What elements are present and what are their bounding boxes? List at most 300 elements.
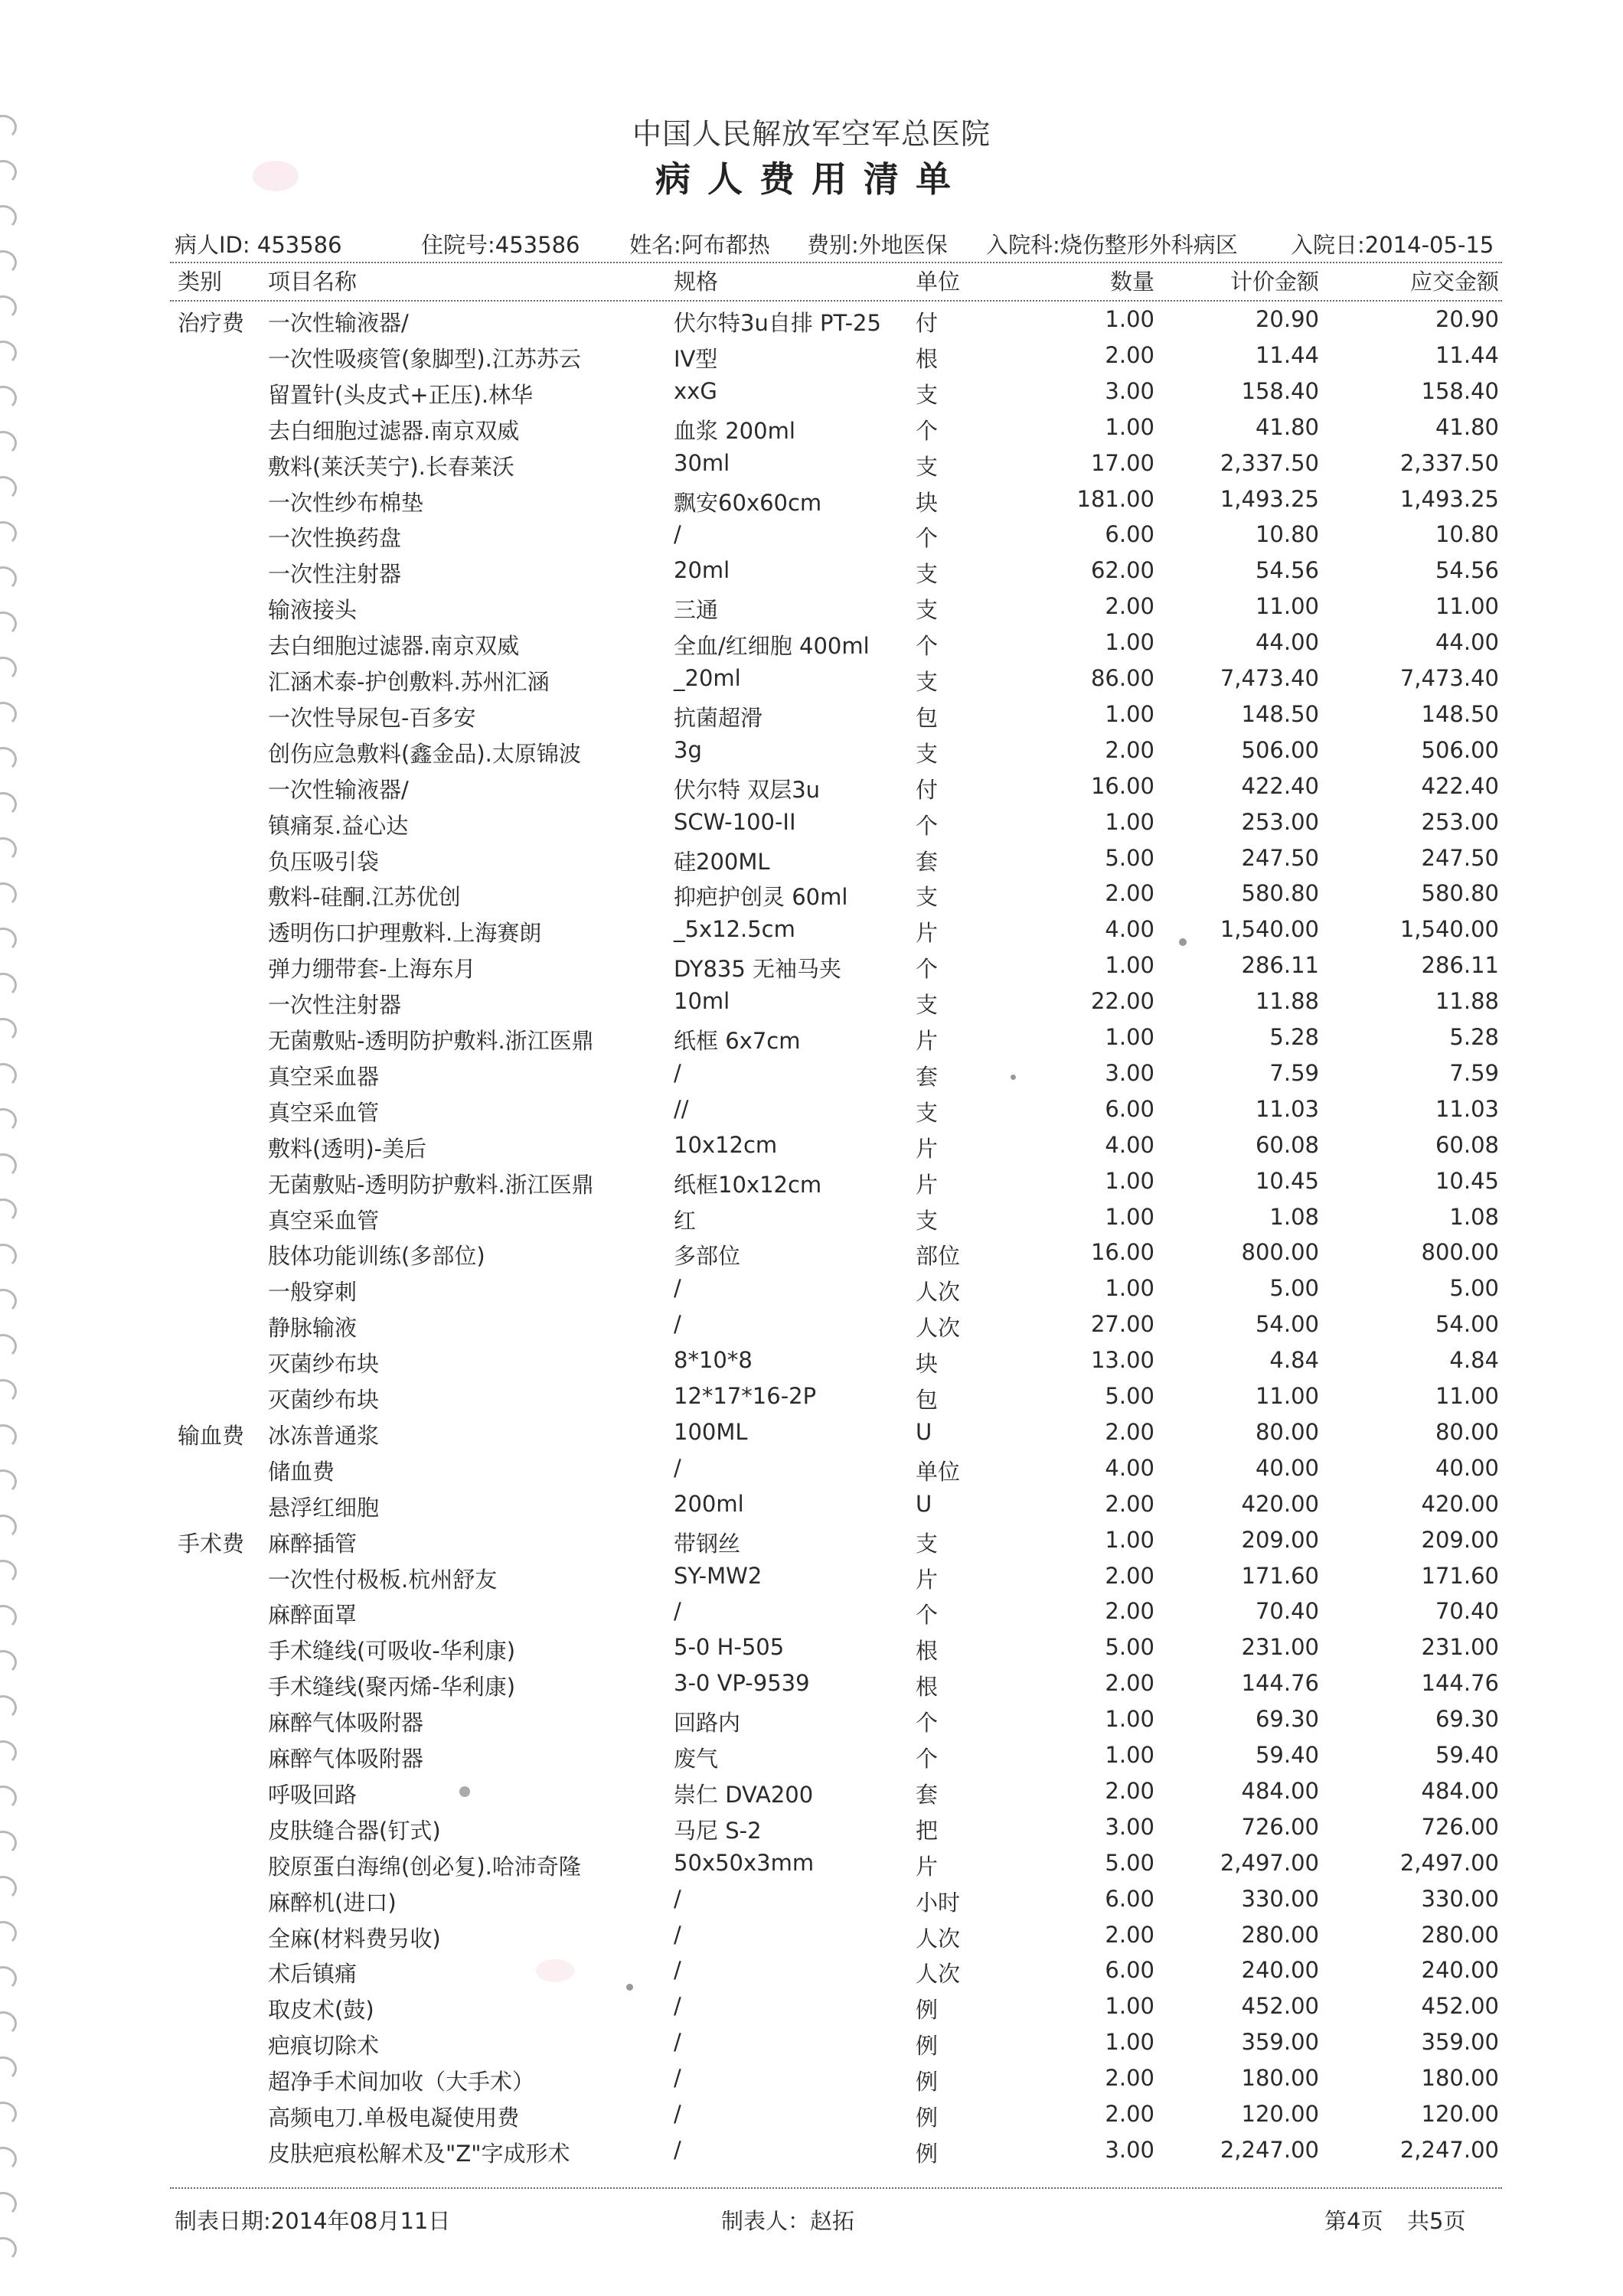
row-spec: 20ml	[674, 557, 730, 583]
row-unit: 片	[916, 1854, 939, 1880]
row-item-name: 取皮术(鼓)	[268, 1997, 374, 2023]
patient-name: 姓名:阿布都热	[629, 232, 770, 258]
row-spec: 硅200ML	[674, 849, 770, 875]
row-price: 5.00	[1269, 1275, 1319, 1301]
row-price: 20.90	[1255, 306, 1319, 332]
row-price: 54.00	[1255, 1311, 1319, 1337]
row-item-name: 麻醉气体吸附器	[268, 1746, 424, 1772]
row-unit: 个	[916, 1710, 939, 1736]
row-price: 11.03	[1255, 1096, 1319, 1122]
row-item-name: 一次性注射器	[268, 992, 402, 1018]
row-price: 253.00	[1241, 809, 1319, 835]
header-bottom-rule	[170, 300, 1502, 302]
row-unit: 块	[916, 490, 939, 516]
table-row	[0, 1419, 1623, 1454]
row-item-name: 真空采血管	[268, 1100, 380, 1126]
row-unit: 例	[916, 1997, 939, 2023]
row-amount: 452.00	[1421, 1993, 1499, 2019]
header-top-rule	[170, 262, 1502, 263]
row-item-name: 敷料(透明)-美后	[268, 1136, 427, 1162]
row-amount: 1,493.25	[1399, 486, 1499, 512]
row-price: 4.84	[1269, 1347, 1319, 1373]
table-row	[0, 378, 1623, 413]
row-unit: 小时	[916, 1890, 961, 1916]
row-amount: 2,337.50	[1399, 450, 1499, 476]
row-unit: 人次	[916, 1961, 961, 1987]
row-amount: 7,473.40	[1399, 665, 1499, 691]
row-spec: 伏尔特3u自排 PT-25	[674, 310, 881, 336]
total-pages: 共5页	[1407, 2208, 1466, 2234]
row-spec: 抑疤护创灵 60ml	[674, 884, 848, 910]
row-quantity: 2.00	[1105, 342, 1154, 368]
row-price: 422.40	[1241, 773, 1319, 799]
table-row	[0, 1168, 1623, 1203]
table-row	[0, 1670, 1623, 1705]
table-row	[0, 701, 1623, 736]
row-unit: 片	[916, 1567, 939, 1593]
row-item-name: 输液接头	[268, 597, 358, 623]
row-item-name: 留置针(头皮式+正压).林华	[268, 382, 534, 408]
row-amount: 247.50	[1421, 845, 1499, 871]
footer	[0, 2204, 1623, 2235]
table-row	[0, 342, 1623, 377]
row-unit: 个	[916, 813, 939, 839]
row-quantity: 62.00	[1090, 557, 1154, 583]
row-item-name: 麻醉机(进口)	[268, 1890, 397, 1916]
row-amount: 580.80	[1421, 880, 1499, 906]
row-spec: /	[674, 521, 681, 547]
row-quantity: 2.00	[1105, 1922, 1154, 1948]
row-spec: 10ml	[674, 988, 730, 1014]
row-item-name: 储血费	[268, 1459, 335, 1485]
row-item-name: 一次性导尿包-百多安	[268, 705, 476, 731]
row-unit: 人次	[916, 1279, 961, 1305]
row-unit: 支	[916, 741, 939, 767]
row-spec: 马尼 S-2	[674, 1818, 762, 1844]
table-row	[0, 486, 1623, 521]
row-quantity: 6.00	[1105, 1886, 1154, 1912]
table-row	[0, 773, 1623, 808]
column-header-item: 项目名称	[268, 269, 358, 295]
table-row	[0, 629, 1623, 664]
row-amount: 4.84	[1449, 1347, 1499, 1373]
table-row	[0, 1204, 1623, 1239]
row-quantity: 2.00	[1105, 737, 1154, 763]
row-spec: IV型	[674, 346, 718, 372]
row-quantity: 1.00	[1105, 414, 1154, 440]
row-spec: SCW-100-II	[674, 809, 796, 835]
row-unit: U	[916, 1419, 932, 1445]
row-unit: 支	[916, 382, 939, 408]
row-spec: 30ml	[674, 450, 730, 476]
row-spec: 红	[674, 1208, 697, 1234]
column-header-spec: 规格	[674, 269, 719, 295]
row-spec: 废气	[674, 1746, 719, 1772]
row-item-name: 灭菌纱布块	[268, 1351, 380, 1377]
table-row	[0, 306, 1623, 341]
table-row	[0, 1383, 1623, 1418]
table-row	[0, 1922, 1623, 1957]
row-price: 120.00	[1241, 2101, 1319, 2127]
row-amount: 726.00	[1421, 1814, 1499, 1840]
row-item-name: 一般穿刺	[268, 1279, 358, 1305]
row-quantity: 1.00	[1105, 629, 1154, 655]
row-spec: /	[674, 1311, 681, 1337]
row-item-name: 真空采血器	[268, 1064, 380, 1090]
row-unit: 根	[916, 1638, 939, 1664]
table-row	[0, 414, 1623, 449]
row-spec: 3-0 VP-9539	[674, 1670, 810, 1696]
row-spec: 全血/红细胞 400ml	[674, 633, 870, 659]
row-quantity: 17.00	[1090, 450, 1154, 476]
row-amount: 1.08	[1449, 1204, 1499, 1230]
row-amount: 7.59	[1449, 1060, 1499, 1086]
row-unit: 支	[916, 454, 939, 480]
row-category: 输血费	[178, 1423, 245, 1449]
table-row	[0, 988, 1623, 1023]
row-amount: 11.00	[1435, 1383, 1499, 1409]
row-item-name: 敷料(莱沃芙宁).长春莱沃	[268, 454, 514, 480]
row-quantity: 1.00	[1105, 306, 1154, 332]
row-amount: 11.88	[1435, 988, 1499, 1014]
row-item-name: 透明伤口护理敷料.上海赛朗	[268, 920, 542, 946]
row-price: 69.30	[1255, 1706, 1319, 1732]
row-price: 44.00	[1255, 629, 1319, 655]
row-price: 420.00	[1241, 1491, 1319, 1517]
binder-hole	[0, 2237, 17, 2262]
row-spec: /	[674, 2065, 681, 2091]
row-price: 1.08	[1269, 1204, 1319, 1230]
row-quantity: 1.00	[1105, 1993, 1154, 2019]
row-quantity: 27.00	[1090, 1311, 1154, 1337]
row-unit: 支	[916, 669, 939, 695]
row-quantity: 1.00	[1105, 1024, 1154, 1050]
row-spec: _20ml	[674, 665, 741, 691]
table-row	[0, 1096, 1623, 1131]
row-spec: //	[674, 1096, 689, 1122]
row-unit: 根	[916, 1674, 939, 1700]
row-unit: 个	[916, 1746, 939, 1772]
row-item-name: 敷料-硅酮.江苏优创	[268, 884, 461, 910]
table-row	[0, 557, 1623, 592]
row-unit: 支	[916, 884, 939, 910]
row-item-name: 全麻(材料费另收)	[268, 1926, 441, 1952]
table-row	[0, 450, 1623, 485]
row-price: 54.56	[1255, 557, 1319, 583]
prepared-date: 制表日期:2014年08月11日	[175, 2208, 451, 2234]
row-quantity: 1.00	[1105, 2029, 1154, 2055]
row-spec: /	[674, 1993, 681, 2019]
row-quantity: 2.00	[1105, 1778, 1154, 1804]
row-quantity: 3.00	[1105, 1814, 1154, 1840]
row-item-name: 弹力绷带套-上海东月	[268, 956, 476, 982]
row-item-name: 灭菌纱布块	[268, 1387, 380, 1413]
row-unit: 支	[916, 992, 939, 1018]
row-unit: 根	[916, 346, 939, 372]
table-row	[0, 737, 1623, 772]
row-unit: 片	[916, 920, 939, 946]
row-spec: 100ML	[674, 1419, 748, 1445]
row-spec: /	[674, 2029, 681, 2055]
row-spec: 回路内	[674, 1710, 741, 1736]
row-amount: 209.00	[1421, 1527, 1499, 1553]
row-amount: 59.40	[1435, 1742, 1499, 1768]
row-price: 41.80	[1255, 414, 1319, 440]
row-unit: 部位	[916, 1243, 961, 1269]
row-amount: 171.60	[1421, 1563, 1499, 1589]
row-price: 11.00	[1255, 593, 1319, 619]
row-unit: 付	[916, 777, 939, 803]
row-unit: 片	[916, 1028, 939, 1054]
row-price: 80.00	[1255, 1419, 1319, 1445]
row-amount: 2,247.00	[1399, 2137, 1499, 2163]
table-row	[0, 1347, 1623, 1382]
row-amount: 280.00	[1421, 1922, 1499, 1948]
row-unit: 例	[916, 2069, 939, 2095]
row-amount: 41.80	[1435, 414, 1499, 440]
row-unit: 例	[916, 2105, 939, 2131]
row-price: 359.00	[1241, 2029, 1319, 2055]
row-item-name: 一次性注射器	[268, 561, 402, 587]
row-item-name: 创伤应急敷料(鑫金品).太原锦波	[268, 741, 581, 767]
row-spec: 飘安60x60cm	[674, 490, 822, 516]
table-row	[0, 1634, 1623, 1669]
row-price: 247.50	[1241, 845, 1319, 871]
row-quantity: 2.00	[1105, 2101, 1154, 2127]
row-price: 580.80	[1241, 880, 1319, 906]
row-quantity: 1.00	[1105, 1527, 1154, 1553]
row-price: 231.00	[1241, 1634, 1319, 1660]
row-price: 2,497.00	[1220, 1850, 1319, 1876]
row-unit: 人次	[916, 1926, 961, 1952]
row-spec: _5x12.5cm	[674, 916, 795, 942]
preparer: 制表人：赵拓	[721, 2208, 855, 2234]
row-amount: 44.00	[1435, 629, 1499, 655]
row-quantity: 22.00	[1090, 988, 1154, 1014]
table-row	[0, 1850, 1623, 1885]
row-amount: 120.00	[1421, 2101, 1499, 2127]
row-item-name: 去白细胞过滤器.南京双威	[268, 418, 520, 444]
row-item-name: 一次性付极板.杭州舒友	[268, 1567, 498, 1593]
row-quantity: 4.00	[1105, 1132, 1154, 1158]
column-header-category: 类别	[178, 269, 223, 295]
binder-hole	[0, 205, 17, 230]
row-spec: 带钢丝	[674, 1531, 741, 1557]
row-amount: 54.00	[1435, 1311, 1499, 1337]
fee-type: 费别:外地医保	[807, 232, 948, 258]
row-quantity: 4.00	[1105, 1455, 1154, 1481]
row-price: 171.60	[1241, 1563, 1319, 1589]
row-quantity: 1.00	[1105, 1275, 1154, 1301]
row-amount: 180.00	[1421, 2065, 1499, 2091]
row-amount: 231.00	[1421, 1634, 1499, 1660]
hospital-name: 中国人民解放军空军总医院	[632, 117, 991, 151]
column-header-amount: 应交金额	[1409, 269, 1499, 295]
row-price: 11.88	[1255, 988, 1319, 1014]
row-amount: 11.44	[1435, 342, 1499, 368]
footer-rule	[170, 2187, 1502, 2189]
table-row	[0, 952, 1623, 987]
table-row	[0, 1598, 1623, 1633]
row-amount: 2,497.00	[1399, 1850, 1499, 1876]
row-amount: 240.00	[1421, 1957, 1499, 1983]
row-quantity: 16.00	[1090, 1239, 1154, 1265]
row-unit: 套	[916, 1064, 939, 1090]
row-price: 7,473.40	[1220, 665, 1319, 691]
row-amount: 420.00	[1421, 1491, 1499, 1517]
row-quantity: 1.00	[1105, 1168, 1154, 1194]
row-amount: 69.30	[1435, 1706, 1499, 1732]
table-row	[0, 1311, 1623, 1346]
row-price: 40.00	[1255, 1455, 1319, 1481]
row-amount: 253.00	[1421, 809, 1499, 835]
row-amount: 11.03	[1435, 1096, 1499, 1122]
table-row	[0, 1778, 1623, 1813]
row-quantity: 2.00	[1105, 593, 1154, 619]
row-spec: 10x12cm	[674, 1132, 778, 1158]
row-unit: 人次	[916, 1315, 961, 1341]
row-amount: 286.11	[1421, 952, 1499, 978]
row-amount: 359.00	[1421, 2029, 1499, 2055]
row-amount: 60.08	[1435, 1132, 1499, 1158]
row-item-name: 一次性输液器/	[268, 777, 409, 803]
row-price: 59.40	[1255, 1742, 1319, 1768]
row-item-name: 肢体功能训练(多部位)	[268, 1243, 485, 1269]
table-row	[0, 1239, 1623, 1274]
row-item-name: 麻醉面罩	[268, 1602, 358, 1628]
column-header-quantity: 数量	[1109, 269, 1154, 295]
document-title: 病人费用清单	[655, 158, 968, 200]
row-amount: 5.00	[1449, 1275, 1499, 1301]
row-quantity: 2.00	[1105, 1419, 1154, 1445]
row-item-name: 皮肤缝合器(钉式)	[268, 1818, 441, 1844]
row-unit: 个	[916, 633, 939, 659]
row-item-name: 麻醉气体吸附器	[268, 1710, 424, 1736]
table-row	[0, 1706, 1623, 1741]
row-quantity: 1.00	[1105, 1204, 1154, 1230]
row-spec: /	[674, 1060, 681, 1086]
row-spec: 纸框10x12cm	[674, 1172, 822, 1198]
row-unit: 片	[916, 1136, 939, 1162]
row-amount: 144.76	[1421, 1670, 1499, 1696]
column-header-price: 计价金额	[1229, 269, 1319, 295]
row-item-name: 汇涵术泰-护创敷料.苏州汇涵	[268, 669, 550, 695]
row-unit: 支	[916, 1208, 939, 1234]
table-row	[0, 2137, 1623, 2172]
row-quantity: 2.00	[1105, 880, 1154, 906]
row-spec: SY-MW2	[674, 1563, 763, 1589]
row-spec: /	[674, 2137, 681, 2163]
row-quantity: 16.00	[1090, 773, 1154, 799]
row-quantity: 13.00	[1090, 1347, 1154, 1373]
row-quantity: 1.00	[1105, 1706, 1154, 1732]
row-spec: 12*17*16-2P	[674, 1383, 817, 1409]
row-quantity: 1.00	[1105, 701, 1154, 727]
row-price: 10.45	[1255, 1168, 1319, 1194]
table-row	[0, 1024, 1623, 1059]
row-unit: 块	[916, 1351, 939, 1377]
row-price: 7.59	[1269, 1060, 1319, 1086]
row-amount: 422.40	[1421, 773, 1499, 799]
row-spec: 5-0 H-505	[674, 1634, 785, 1660]
row-spec: /	[674, 1455, 681, 1481]
row-price: 452.00	[1241, 1993, 1319, 2019]
table-row	[0, 1491, 1623, 1526]
row-quantity: 5.00	[1105, 1634, 1154, 1660]
row-price: 180.00	[1241, 2065, 1319, 2091]
row-price: 11.44	[1255, 342, 1319, 368]
table-row	[0, 1132, 1623, 1167]
row-amount: 330.00	[1421, 1886, 1499, 1912]
row-item-name: 一次性输液器/	[268, 310, 409, 336]
row-amount: 484.00	[1421, 1778, 1499, 1804]
table-row	[0, 1563, 1623, 1598]
row-quantity: 2.00	[1105, 2065, 1154, 2091]
row-amount: 506.00	[1421, 737, 1499, 763]
row-spec: 多部位	[674, 1243, 741, 1269]
row-unit: 个	[916, 418, 939, 444]
row-spec: /	[674, 2101, 681, 2127]
row-unit: 付	[916, 310, 939, 336]
table-header	[0, 265, 1623, 300]
row-unit: 支	[916, 561, 939, 587]
table-row	[0, 880, 1623, 915]
row-item-name: 悬浮红细胞	[268, 1495, 380, 1521]
row-price: 506.00	[1241, 737, 1319, 763]
table-row	[0, 1814, 1623, 1849]
row-item-name: 手术缝线(可吸收-华利康)	[268, 1638, 516, 1664]
row-spec: /	[674, 1922, 681, 1948]
row-item-name: 呼吸回路	[268, 1782, 358, 1808]
row-spec: 崇仁 DVA200	[674, 1782, 814, 1808]
row-spec: 伏尔特 双层3u	[674, 777, 821, 803]
table-row	[0, 2101, 1623, 2136]
row-price: 286.11	[1241, 952, 1319, 978]
row-quantity: 181.00	[1076, 486, 1154, 512]
row-quantity: 2.00	[1105, 1563, 1154, 1589]
table-row	[0, 916, 1623, 951]
row-amount: 10.45	[1435, 1168, 1499, 1194]
row-amount: 70.40	[1435, 1598, 1499, 1624]
row-price: 158.40	[1241, 378, 1319, 404]
row-quantity: 3.00	[1105, 1060, 1154, 1086]
table-row	[0, 1742, 1623, 1777]
row-unit: 支	[916, 597, 939, 623]
table-row	[0, 665, 1623, 700]
row-item-name: 无菌敷贴-透明防护敷料.浙江医鼎	[268, 1172, 594, 1198]
row-item-name: 负压吸引袋	[268, 849, 380, 875]
admission-number: 住院号:453586	[421, 232, 580, 258]
row-quantity: 3.00	[1105, 2137, 1154, 2163]
row-unit: U	[916, 1491, 932, 1517]
row-amount: 5.28	[1449, 1024, 1499, 1050]
row-unit: 片	[916, 1172, 939, 1198]
row-quantity: 4.00	[1105, 916, 1154, 942]
row-item-name: 一次性纱布棉垫	[268, 490, 424, 516]
patient-id: 病人ID: 453586	[175, 232, 342, 258]
row-spec: /	[674, 1886, 681, 1912]
row-unit: 个	[916, 525, 939, 551]
row-item-name: 皮肤疤痕松解术及"Z"字成形术	[268, 2141, 570, 2167]
row-price: 484.00	[1241, 1778, 1319, 1804]
row-amount: 20.90	[1435, 306, 1499, 332]
row-unit: 个	[916, 1602, 939, 1628]
row-amount: 158.40	[1421, 378, 1499, 404]
table-row	[0, 1060, 1623, 1095]
row-price: 10.80	[1255, 521, 1319, 547]
row-quantity: 6.00	[1105, 521, 1154, 547]
row-price: 2,337.50	[1220, 450, 1319, 476]
